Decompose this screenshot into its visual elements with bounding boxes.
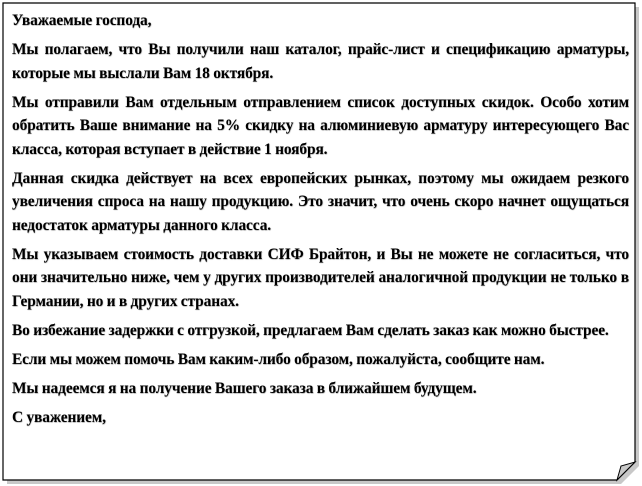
salutation: Уважаемые господа, (12, 12, 152, 29)
paragraph-help: Если мы можем помочь Вам каким-либо образом, пожалуйста, сообщите нам. (12, 350, 545, 368)
paragraph-catalog: Мы полагаем, что Вы получили наш каталог, прайс-лист и спецификацию арматуры, которые мы выслали Вам 18 октября. (12, 41, 629, 82)
paragraph-delivery-cost: Мы указываем стоимость доставки СИФ Брайтон, и Вы не можете не согласиться, что они значительно ниже, чем у других производителей аналогичной продукции не только в Германии, но и в других странах. (12, 245, 629, 310)
paragraph-discount: Мы отправили Вам отдельным отправлением список доступных скидок. Особо хотим обратить Ваше внимание на 5% скидку на алюминиевую арматуру интересующего Вас класса, которая вступает в действие 1 ноября. (12, 93, 629, 158)
paragraph-demand: Данная скидка действует на всех европейских рынках, поэтому мы ожидаем резкого увеличения спроса на нашу продукцию. Это значит, что очень скоро начнет ощущаться недостаток арматуры данного класса. (12, 169, 629, 234)
closing: С уважением, (12, 408, 106, 426)
paragraph-hope: Мы надеемся я на получение Вашего заказа в ближайшем будущем. (12, 379, 477, 397)
letter-text (12, 9, 629, 477)
paragraph-order-soon: Во избежание задержки с отгрузкой, предлагаем Вам сделать заказ как можно быстрее. (12, 321, 609, 339)
